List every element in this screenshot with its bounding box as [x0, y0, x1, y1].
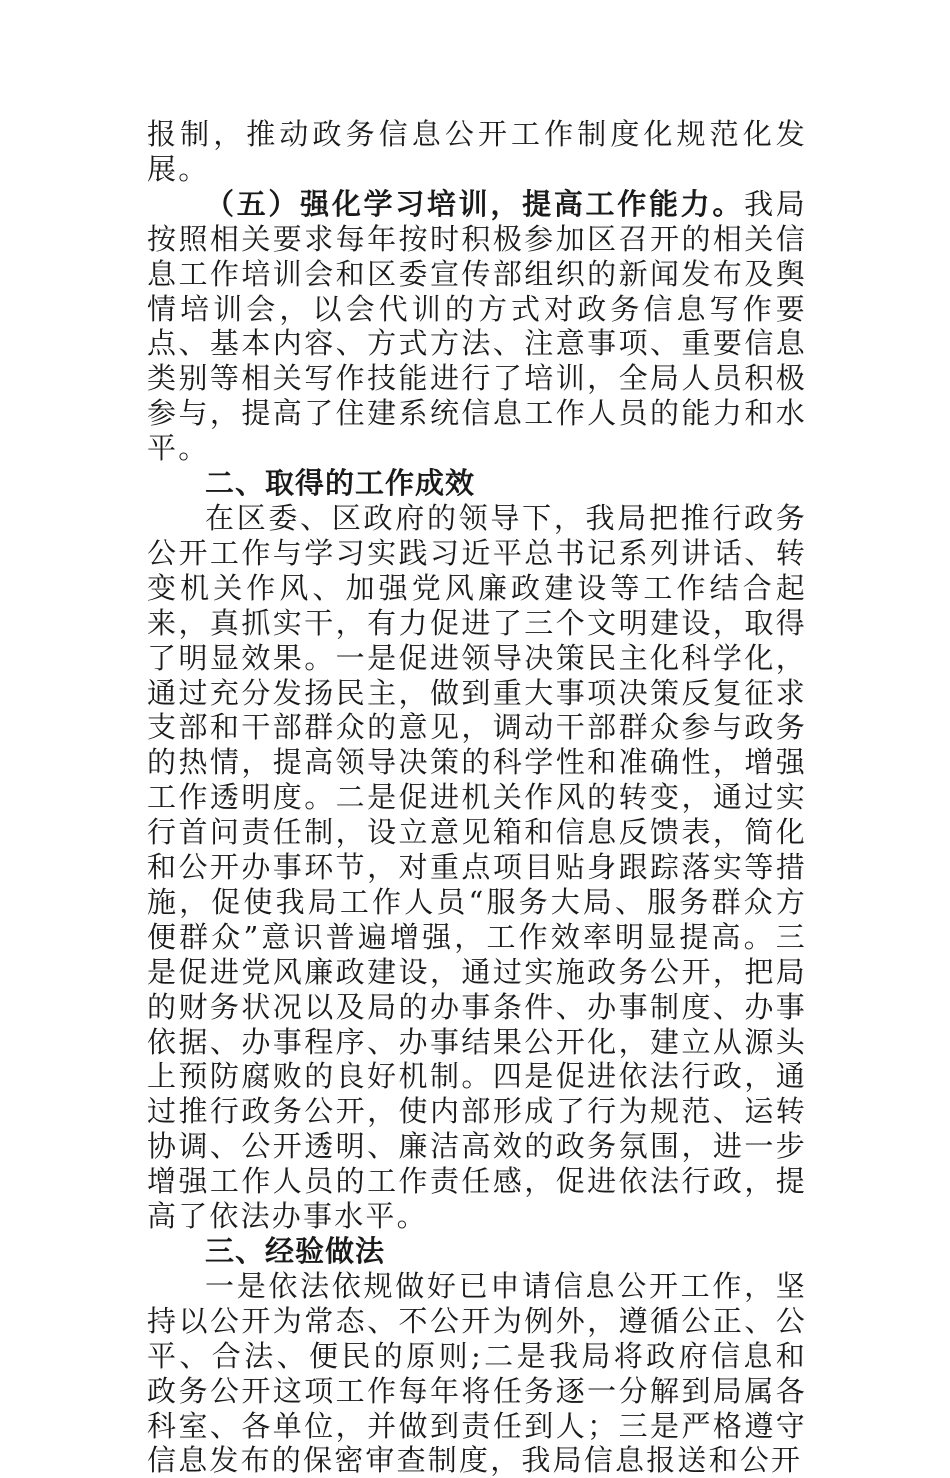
- section-heading-experience: 三、经验做法: [205, 1234, 386, 1268]
- document-body: [147, 117, 807, 1478]
- section-heading-results: 二、取得的工作成效: [205, 466, 476, 501]
- paragraph-training-body: 我局按照相关要求每年按时积极参加区召开的相关信息工作培训会和区委宣传部组织的新闻发布及舆情培训会，以会代训的方式对政务信息写作要点、基本内容、方式方法、注意事项、重要信息类别等相关写作技能进行了培训，全局人员积极参与，提高了住建系统信息工作人员的能力和水平。: [147, 186, 807, 466]
- paragraph-results: 在区委、区政府的领导下，我局把推行政务公开工作与学习实践习近平总书记系列讲话、转变机关作风、加强党风廉政建设等工作结合起来，真抓实干，有力促进了三个文明建设，取得了明显效果。一是促进领导决策民主化科学化，通过充分发扬民主，做到重大事项决策反复征求支部和干部群众的意见，调动干部群众参与政务的热情，提高领导决策的科学性和准确性，增强工作透明度。二是促进机关作风的转变，通过实行首问责任制，设立意见箱和信息反馈表，简化和公开办事环节，对重点项目贴身跟踪落实等措施，促使我局工作人员“服务大局、服务群众方便群众”意识普遍增强，工作效率明显提高。三是促进党风廉政建设，通过实施政务公开，把局的财务状况以及局的办事条件、办事制度、办事依据、办事程序、办事结果公开化，建立从源头上预防腐败的良好机制。四是促进依法行政，通过推行政务公开，使内部形成了行为规范、运转协调、公开透明、廉洁高效的政务氛围，进一步增强工作人员的工作责任感，促进依法行政，提高了依法办事水平。: [147, 500, 807, 1234]
- paragraph-continuation: 报制，推动政务信息公开工作制度化规范化发展。: [147, 117, 807, 186]
- paragraph-experience: 一是依法依规做好已申请信息公开工作，坚持以公开为常态、不公开为例外，遵循公正、公平、合法、便民的原则;二是我局将政府信息和政务公开这项工作每年将任务逐一分解到局属各科室、各单位，并做到责任到人；三是严格遵守信息发布的保密审查制度，我局信息报送和公开: [147, 1268, 807, 1478]
- paragraph-training: [147, 187, 807, 466]
- paragraph-training-lead: （五）强化学习培训，提高工作能力。: [205, 186, 745, 221]
